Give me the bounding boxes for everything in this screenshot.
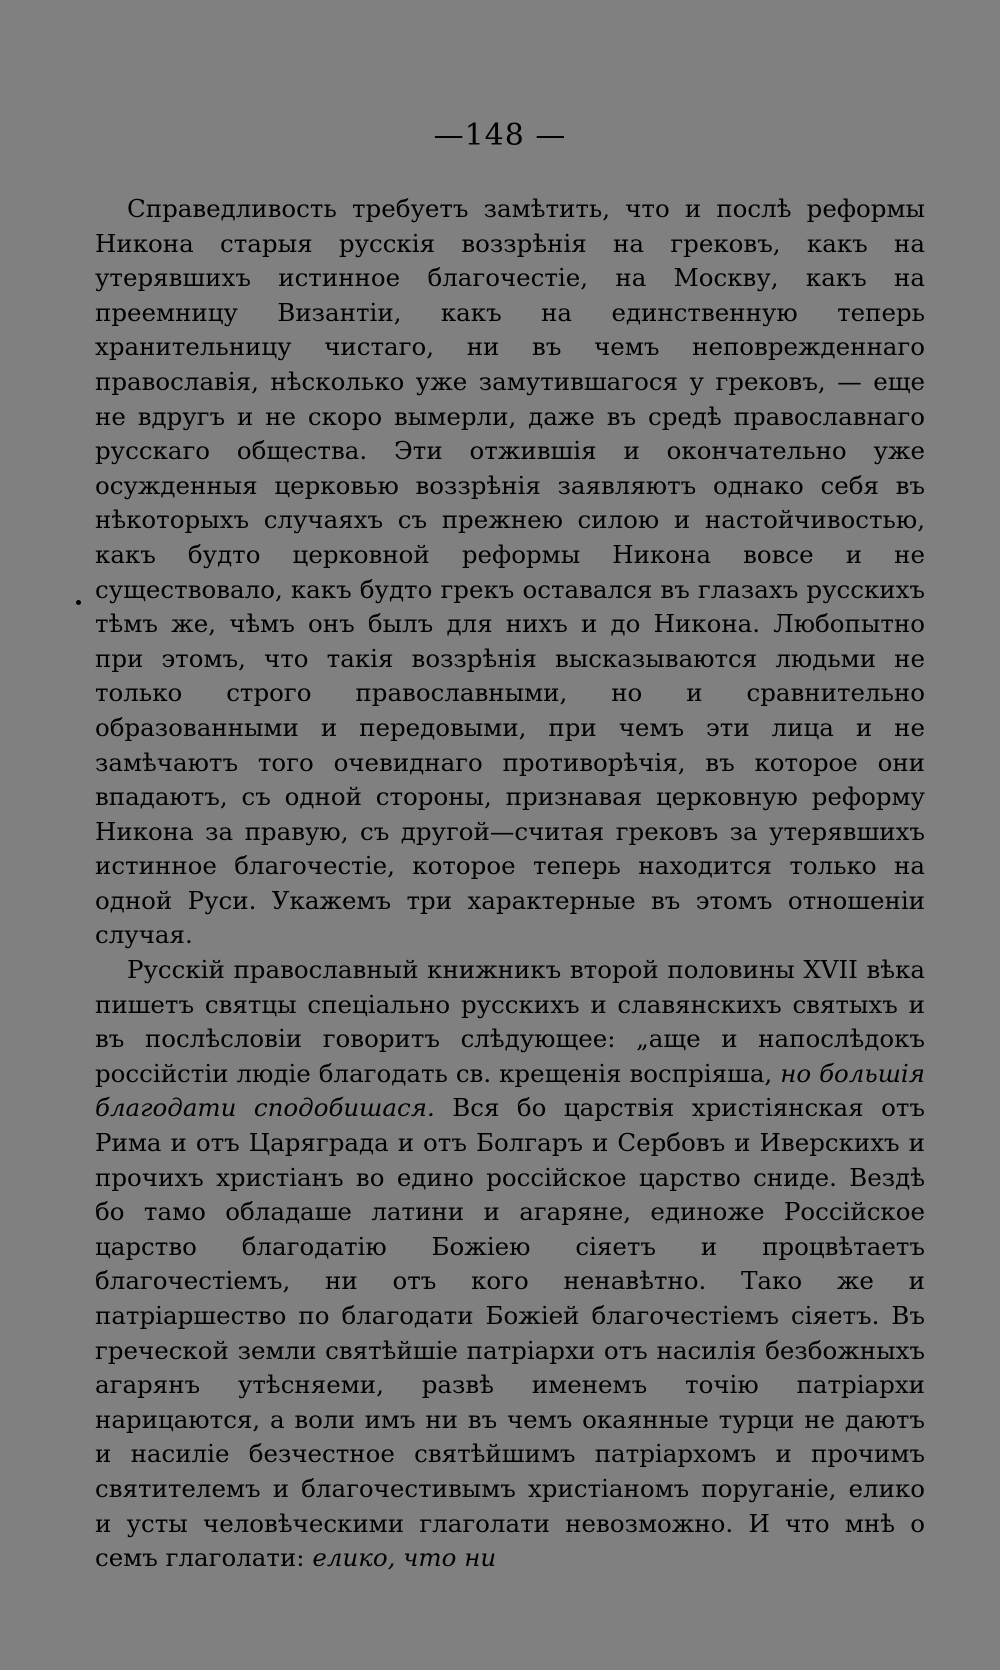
paragraph-2-text-continued: Вся бо царствія христіянская отъ Рима и отъ Царяграда и отъ Болгаръ и Сербовъ и Иверскихъ и прочихъ христіанъ во едино россійское царство сниде. Вездѣ бо тамо обладаше латини и агаряне, единоже Россійское царство благодатію Божіею сіяетъ и процвѣтаетъ благочестіемъ, ни отъ кого ненавѣтно. Тако же и патріаршество по благодати Божіей благочестіемъ сіяетъ. Въ греческой земли святѣйшіе патріархи отъ насилія безбожныхъ агарянъ утѣсняеми, развѣ именемъ точію патріархи нарицаются, а воли имъ ни въ чемъ окаянные турци не даютъ и насиліе безчестное святѣйшимъ патріархомъ и прочимъ святителемъ и благочестивымъ христіаномъ поруганіе, елико и усты человѣческими глаголати невозможно. И что мнѣ о семъ глаголати: (95, 1093, 925, 1573)
paragraph-2-italic-ending: елико, что ни (312, 1543, 497, 1573)
paragraph-2-text: Русскій православный книжникъ второй половины XVII вѣка пишетъ святцы спеціально русскихъ и славянскихъ святыхъ и въ послѣсловіи говоритъ слѣдующее: „аще и напослѣдокъ россійстіи людіе благодать св. крещенія воспріяша, (95, 955, 925, 1088)
paragraph-1 (95, 192, 925, 953)
paragraph-1-text: Справедливость требуетъ замѣтить, что и послѣ реформы Никона старыя русскія воззрѣнія на грековъ, какъ на утерявшихъ истинное благочестіе, на Москву, какъ на преемницу Византіи, какъ на единственную теперь хранительницу чистаго, ни въ чемъ неповрежденнаго православія, нѣсколько уже замутившагося у грековъ, — еще не вдругъ и не скоро вымерли, даже въ средѣ православнаго русскаго общества. Эти отжившія и окончательно уже осужденныя церковью воззрѣнія заявляютъ однако себя въ нѣкоторыхъ случаяхъ съ прежнею силою и настойчивостью, какъ будто церковной реформы Никона вовсе и не существовало, какъ будто грекъ оставался въ глазахъ русскихъ тѣмъ же, чѣмъ онъ былъ для нихъ и до Никона. Любопытно при этомъ, что такія воззрѣнія высказываются людьми не только строго православными, но и сравнительно образованными и передовыми, при чемъ эти лица и не замѣчаютъ того очевиднаго противорѣчія, въ которое они впадаютъ, съ одной стороны, признавая церковную реформу Никона за правую, съ другой—считая грековъ за утерявшихъ истинное благочестіе, которое теперь находится только на одной Руси. Укажемъ три характерные въ этомъ отношеніи случая. (95, 194, 925, 950)
page-number: —148 — (433, 118, 567, 153)
paragraph-2-italic-phrase: но большія благодати сподобишася. (95, 1058, 925, 1123)
margin-dot (76, 600, 81, 605)
paragraph-2 (95, 953, 925, 1576)
body-text (95, 192, 925, 1576)
